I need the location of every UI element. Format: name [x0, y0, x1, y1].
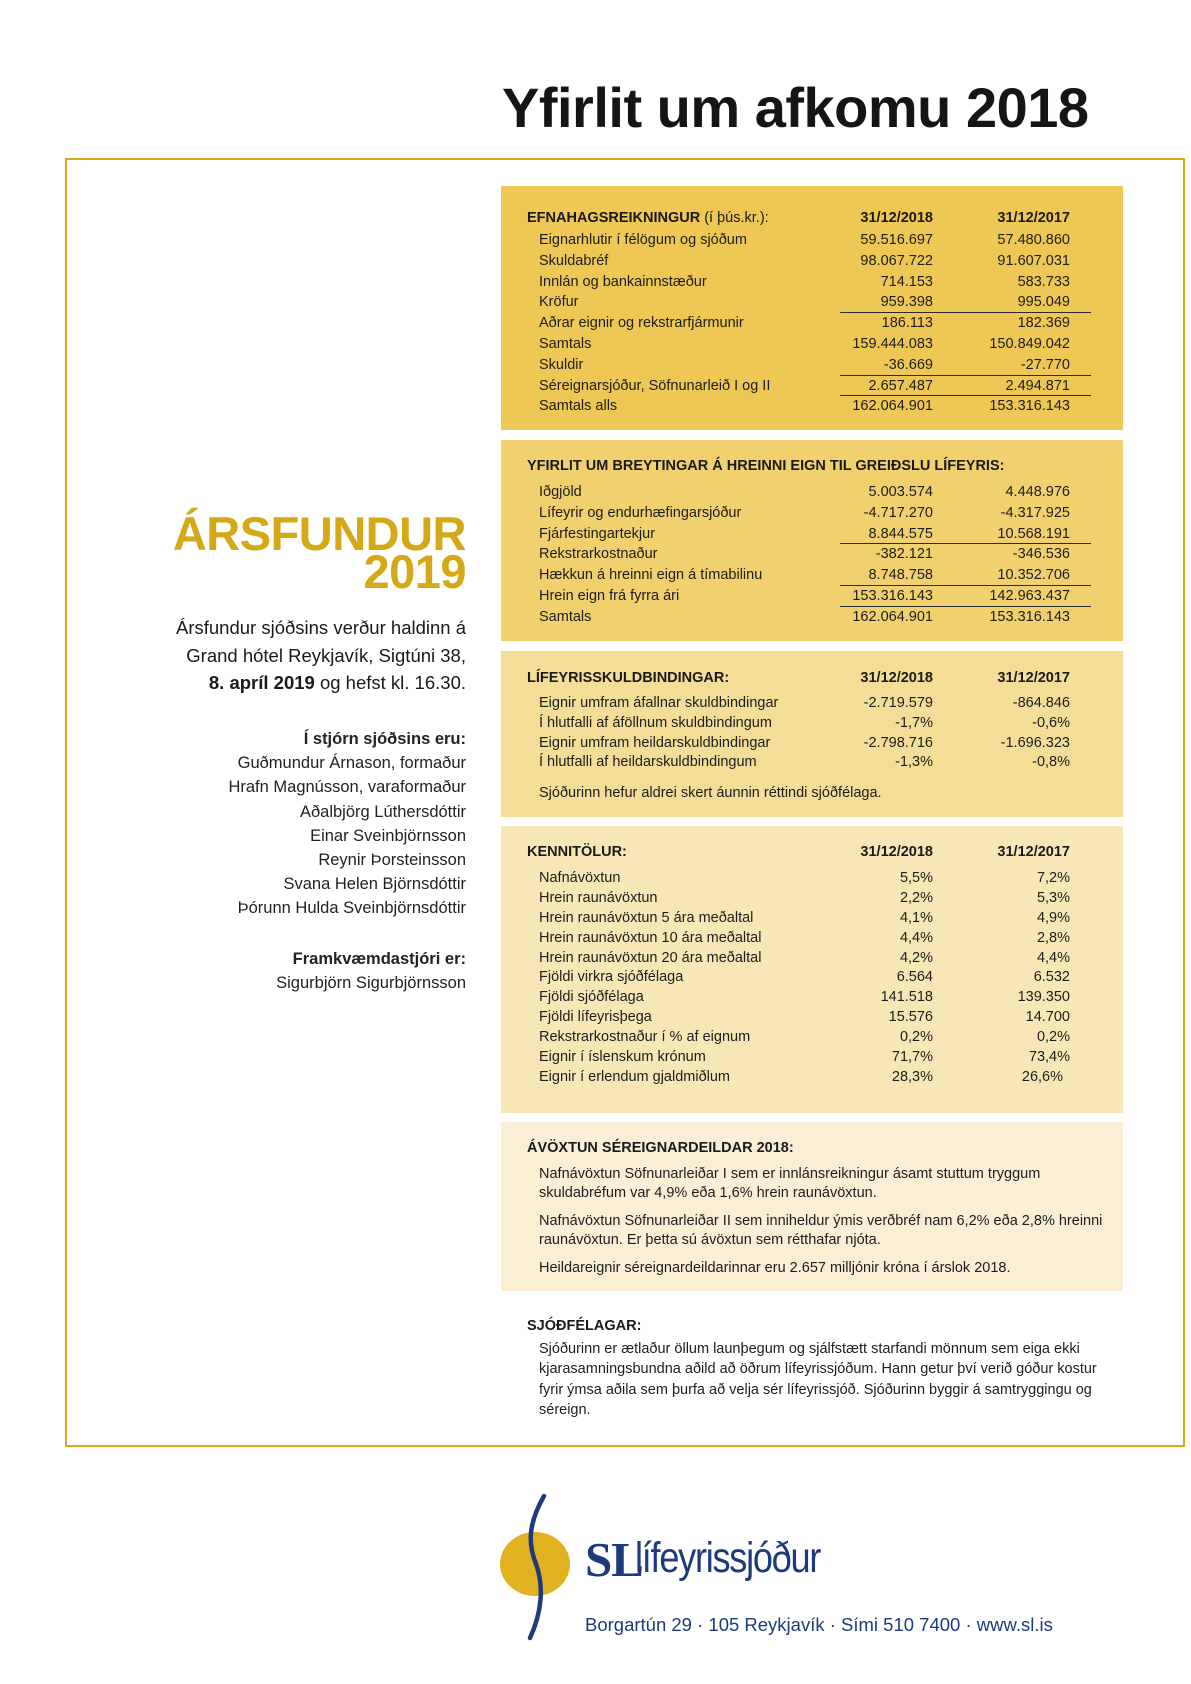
value-2017: 153.316.143: [989, 608, 1070, 625]
value-2017: 57.480.860: [997, 232, 1070, 248]
value-2017: 150.849.042: [989, 335, 1070, 352]
sl-logo: [498, 1494, 1098, 1644]
table-row: [539, 376, 1109, 397]
value-2017: -346.536: [1012, 546, 1070, 563]
value-2018: 2.657.487: [868, 377, 933, 394]
value-2018: -1,7%: [895, 714, 933, 731]
board-member: Einar Sveinbjörnsson: [310, 826, 466, 845]
value-2018: 0,2%: [899, 1029, 933, 1046]
row-label: Rekstrarkostnaður í % af eignum: [539, 1029, 751, 1046]
col-header-2018: 31/12/2018: [860, 670, 933, 686]
value-2018: 162.064.901: [852, 398, 933, 415]
col-header-2017: 31/12/2017: [997, 844, 1070, 860]
value-2017: 2,8%: [1036, 929, 1070, 946]
value-2018: 59.516.697: [860, 232, 933, 248]
value-2017: 2.494.871: [1005, 377, 1070, 394]
row-label: Samtals alls: [539, 398, 618, 415]
pension-obligations-header: [527, 668, 1109, 688]
value-2017: 4,4%: [1036, 949, 1070, 966]
value-2017: 583.733: [1017, 273, 1070, 290]
value-2017: -27.770: [1020, 356, 1070, 373]
row-label: Samtals: [539, 608, 592, 625]
value-2017: 153.316.143: [989, 398, 1070, 415]
value-2017: -1.696.323: [1000, 734, 1070, 751]
value-2018: -1,3%: [895, 754, 933, 771]
table-row: [539, 988, 1109, 1008]
members-header: [527, 1316, 1109, 1336]
private-returns-title: ÁVÖXTUN SÉREIGNARDEILDAR 2018:: [527, 1140, 794, 1156]
value-2018: 98.067.722: [860, 252, 933, 269]
balance-sheet-rows: [539, 230, 1109, 417]
row-label: Hrein raunávöxtun 5 ára meðaltal: [539, 909, 754, 926]
pension-obligations-title: LÍFEYRISSKULDBINDINGAR:: [527, 670, 730, 686]
ceo-heading: Framkvæmdastjóri er:: [292, 950, 466, 968]
board-member: Svana Helen Björnsdóttir: [283, 875, 466, 894]
value-2018: -4.717.270: [863, 504, 933, 521]
table-row: [539, 889, 1109, 909]
value-2017: 182.369: [1017, 315, 1070, 332]
table-row: [539, 355, 1109, 376]
value-2017: 0,2%: [1036, 1029, 1070, 1046]
value-2017: 73,4%: [1028, 1049, 1070, 1066]
value-2017: 10.352.706: [997, 567, 1070, 584]
value-2018: 6.564: [896, 969, 933, 986]
value-2018: 5,5%: [899, 870, 933, 886]
table-row: [539, 714, 1109, 734]
table-row: [539, 586, 1109, 607]
row-label: Skuldabréf: [539, 252, 609, 269]
balance-sheet-title: EFNAHAGSREIKNINGUR: [527, 210, 701, 226]
value-2018: 714.153: [880, 273, 933, 290]
private-returns-header: [527, 1138, 1109, 1158]
value-2017: -0,8%: [1032, 754, 1070, 771]
col-header-2017: 31/12/2017: [997, 670, 1070, 686]
table-row: [539, 607, 1109, 628]
value-2017: 4.448.976: [1005, 484, 1070, 500]
row-label: Innlán og bankainnstæður: [539, 273, 707, 290]
value-2018: 153.316.143: [852, 587, 933, 604]
value-2017: 26,6%: [1021, 1068, 1063, 1085]
agm-time: og hefst kl. 16.30.: [314, 672, 466, 693]
ceo-name: Sigurbjörn Sigurbjörnsson: [276, 974, 466, 993]
value-2017: 4,9%: [1036, 909, 1070, 926]
table-row: [539, 334, 1109, 355]
net-assets-changes-rows: [539, 482, 1109, 628]
agm-year: 2019: [363, 545, 466, 598]
obligations-note: Sjóðurinn hefur aldrei skert áunnin réttindi sjóðfélaga.: [539, 785, 882, 801]
value-2017: 91.607.031: [997, 252, 1070, 269]
value-2018: -382.121: [875, 546, 933, 563]
value-2017: 10.568.191: [997, 525, 1070, 542]
table-row: [539, 753, 1109, 773]
agm-intro-line: [176, 669, 466, 697]
net-assets-changes-title: YFIRLIT UM BREYTINGAR Á HREINNI EIGN TIL GREIÐSLU LÍFEYRIS:: [527, 458, 1005, 474]
row-label: Skuldir: [539, 356, 584, 373]
table-row: [539, 1048, 1109, 1068]
table-row: [539, 396, 1109, 417]
pension-obligations-rows: [539, 694, 1109, 773]
row-label: Fjöldi sjóðfélaga: [539, 989, 644, 1006]
logo-sl: SL: [585, 1532, 643, 1587]
value-2018: 162.064.901: [852, 608, 933, 625]
table-row: [539, 1068, 1109, 1088]
key-figures-title: KENNITÖLUR:: [527, 844, 627, 860]
value-2018: 8.748.758: [868, 567, 933, 584]
agm-heading: ÁRSFUNDUR: [172, 507, 466, 560]
board-heading: Í stjórn sjóðsins eru:: [303, 730, 466, 748]
value-2018: 5.003.574: [868, 484, 933, 500]
table-row: [539, 503, 1109, 524]
value-2017: -4.317.925: [1000, 504, 1070, 521]
row-label: Rekstrarkostnaður: [539, 546, 658, 563]
row-label: Aðrar eignir og rekstrarfjármunir: [539, 315, 744, 332]
value-2018: -2.719.579: [863, 695, 933, 711]
members-text: [539, 1339, 1109, 1429]
private-returns-paragraph: Nafnávöxtun Söfnunarleiðar II sem inniheldur ýmis verðbréf nam 6,2% eða 2,8% hreinni raunávöxtun. Er þetta sú ávöxtun sem rétthafar njóta.: [539, 1213, 1103, 1248]
value-2018: 959.398: [880, 294, 933, 311]
members-title: SJÓÐFÉLAGAR:: [527, 1318, 642, 1334]
board-list: [228, 727, 466, 921]
value-2018: 8.844.575: [868, 525, 933, 542]
board-member: Guðmundur Árnason, formaður: [237, 754, 466, 773]
table-row: [539, 694, 1109, 714]
table-row: [539, 251, 1109, 272]
agm-intro: [176, 614, 466, 697]
table-row: [539, 524, 1109, 545]
value-2018: 15.576: [888, 1009, 933, 1026]
row-label: Lífeyrir og endurhæfingarsjóður: [539, 504, 742, 521]
board-member: Aðalbjörg Lúthersdóttir: [299, 802, 466, 821]
row-label: Eignir í erlendum gjaldmiðlum: [539, 1068, 730, 1085]
value-2017: 14.700: [1025, 1009, 1070, 1026]
row-label: Fjöldi virkra sjóðfélaga: [539, 969, 684, 986]
row-label: Hrein eign frá fyrra ári: [539, 587, 680, 604]
value-2018: -2.798.716: [863, 734, 933, 751]
table-row: [539, 949, 1109, 969]
col-header-2018: 31/12/2018: [860, 844, 933, 860]
ceo-block: [276, 947, 466, 995]
row-label: Kröfur: [539, 294, 579, 311]
value-2018: 141.518: [880, 989, 933, 1006]
row-label: Iðgjöld: [539, 484, 582, 500]
value-2017: 995.049: [1017, 294, 1070, 311]
value-2017: 142.963.437: [989, 587, 1070, 604]
row-label: Í hlutfalli af heildarskuldbindingum: [539, 754, 757, 771]
balance-sheet-header: [527, 208, 1109, 228]
table-row: [539, 869, 1109, 889]
footer-address: Borgartún 29 · 105 Reykjavík · Sími 510 7400 · www.sl.is: [585, 1614, 1053, 1635]
table-row: [539, 1028, 1109, 1048]
value-2018: 186.113: [881, 315, 933, 332]
row-label: Hrein raunávöxtun 20 ára meðaltal: [539, 949, 762, 966]
row-label: Séreignarsjóður, Söfnunarleið I og II: [539, 377, 771, 394]
table-row: [539, 544, 1109, 565]
value-2017: 6.532: [1033, 969, 1070, 986]
value-2017: 5,3%: [1036, 889, 1070, 906]
value-2017: 7,2%: [1036, 870, 1070, 886]
private-returns-text: [539, 1165, 1109, 1287]
table-row: [539, 313, 1109, 334]
value-2018: 159.444.083: [852, 335, 933, 352]
sun-wave-icon: [498, 1494, 578, 1644]
value-2018: 4,4%: [899, 929, 933, 946]
row-label: Fjárfestingartekjur: [539, 525, 656, 542]
row-label: Eignir umfram áfallnar skuldbindingar: [539, 695, 779, 711]
agm-date: 8. apríl 2019: [208, 672, 315, 693]
key-figures-header: [527, 842, 1109, 862]
row-label: Samtals: [539, 335, 592, 352]
net-assets-changes-panel: [501, 440, 1123, 641]
members-paragraph: Sjóðurinn er ætlaður öllum launþegum og sjálfstætt starfandi mönnum sem eiga ekki kjarasamningsbundna aðild að öðrum lífeyrissjóðum. Hann getur því verið góður kostur fyrir ýmsa aðila sem þurfa að velja sér lífeyrissjóð. Sjóðurinn byggir á samtryggingu og séreign.: [539, 1341, 1097, 1418]
table-row: [539, 968, 1109, 988]
private-returns-paragraph: Heildareignir séreignardeildarinnar eru 2.657 milljónir króna í árslok 2018.: [539, 1260, 1011, 1276]
board-member: Þórunn Hulda Sveinbjörnsdóttir: [237, 899, 466, 918]
row-label: Nafnávöxtun: [539, 870, 621, 886]
value-2018: 4,2%: [899, 949, 933, 966]
page-title: Yfirlit um afkomu 2018: [502, 76, 1089, 139]
table-row: [539, 565, 1109, 586]
key-figures-panel: [501, 826, 1123, 1113]
value-2017: 139.350: [1017, 989, 1070, 1006]
balance-sheet-unit: (í þús.kr.):: [700, 210, 769, 226]
table-row: [539, 734, 1109, 754]
pension-obligations-panel: [501, 651, 1123, 817]
row-label: Í hlutfalli af áföllnum skuldbindingum: [539, 714, 772, 731]
row-label: Hrein raunávöxtun: [539, 889, 658, 906]
members-section: [501, 1302, 1123, 1442]
table-row: [539, 909, 1109, 929]
value-2017: -0,6%: [1032, 714, 1070, 731]
row-label: Hrein raunávöxtun 10 ára meðaltal: [539, 929, 762, 946]
value-2018: 4,1%: [899, 909, 933, 926]
row-label: Fjöldi lífeyrisþega: [539, 1009, 652, 1026]
table-row: [539, 292, 1109, 313]
table-row: [539, 1008, 1109, 1028]
row-label: Eignir umfram heildarskuldbindingar: [539, 734, 771, 751]
col-header-2018: 31/12/2018: [860, 210, 933, 226]
value-2018: 2,2%: [899, 889, 933, 906]
private-returns-paragraph: Nafnávöxtun Söfnunarleiðar I sem er innlánsreikningur ásamt stuttum tryggum skuldabréfum var 4,9% eða 1,6% hrein raunávöxtun.: [539, 1166, 1041, 1201]
table-row: [539, 230, 1109, 251]
row-label: Eignir í íslenskum krónum: [539, 1049, 706, 1066]
logo-name: lífeyrissjóður: [635, 1534, 821, 1582]
col-header-2017: 31/12/2017: [997, 210, 1070, 226]
agm-intro-line: Grand hótel Reykjavík, Sigtúni 38,: [186, 644, 466, 666]
table-row: [539, 482, 1109, 503]
board-member: Hrafn Magnússon, varaformaður: [228, 778, 466, 797]
table-row: [539, 272, 1109, 293]
row-label: Hækkun á hreinni eign á tímabilinu: [539, 567, 763, 584]
value-2018: 28,3%: [891, 1068, 933, 1085]
private-returns-panel: [501, 1122, 1123, 1291]
value-2017: -864.846: [1012, 695, 1070, 711]
net-assets-changes-header: [527, 456, 1109, 476]
agm-intro-line: Ársfundur sjóðsins verður haldinn á: [176, 617, 466, 638]
table-row: [539, 929, 1109, 949]
board-member: Reynir Þorsteinsson: [318, 851, 466, 870]
balance-sheet-panel: [501, 186, 1123, 430]
value-2018: -36.669: [883, 356, 933, 373]
row-label: Eignarhlutir í félögum og sjóðum: [539, 232, 747, 248]
value-2018: 71,7%: [891, 1049, 933, 1066]
key-figures-rows: [539, 869, 1109, 1088]
